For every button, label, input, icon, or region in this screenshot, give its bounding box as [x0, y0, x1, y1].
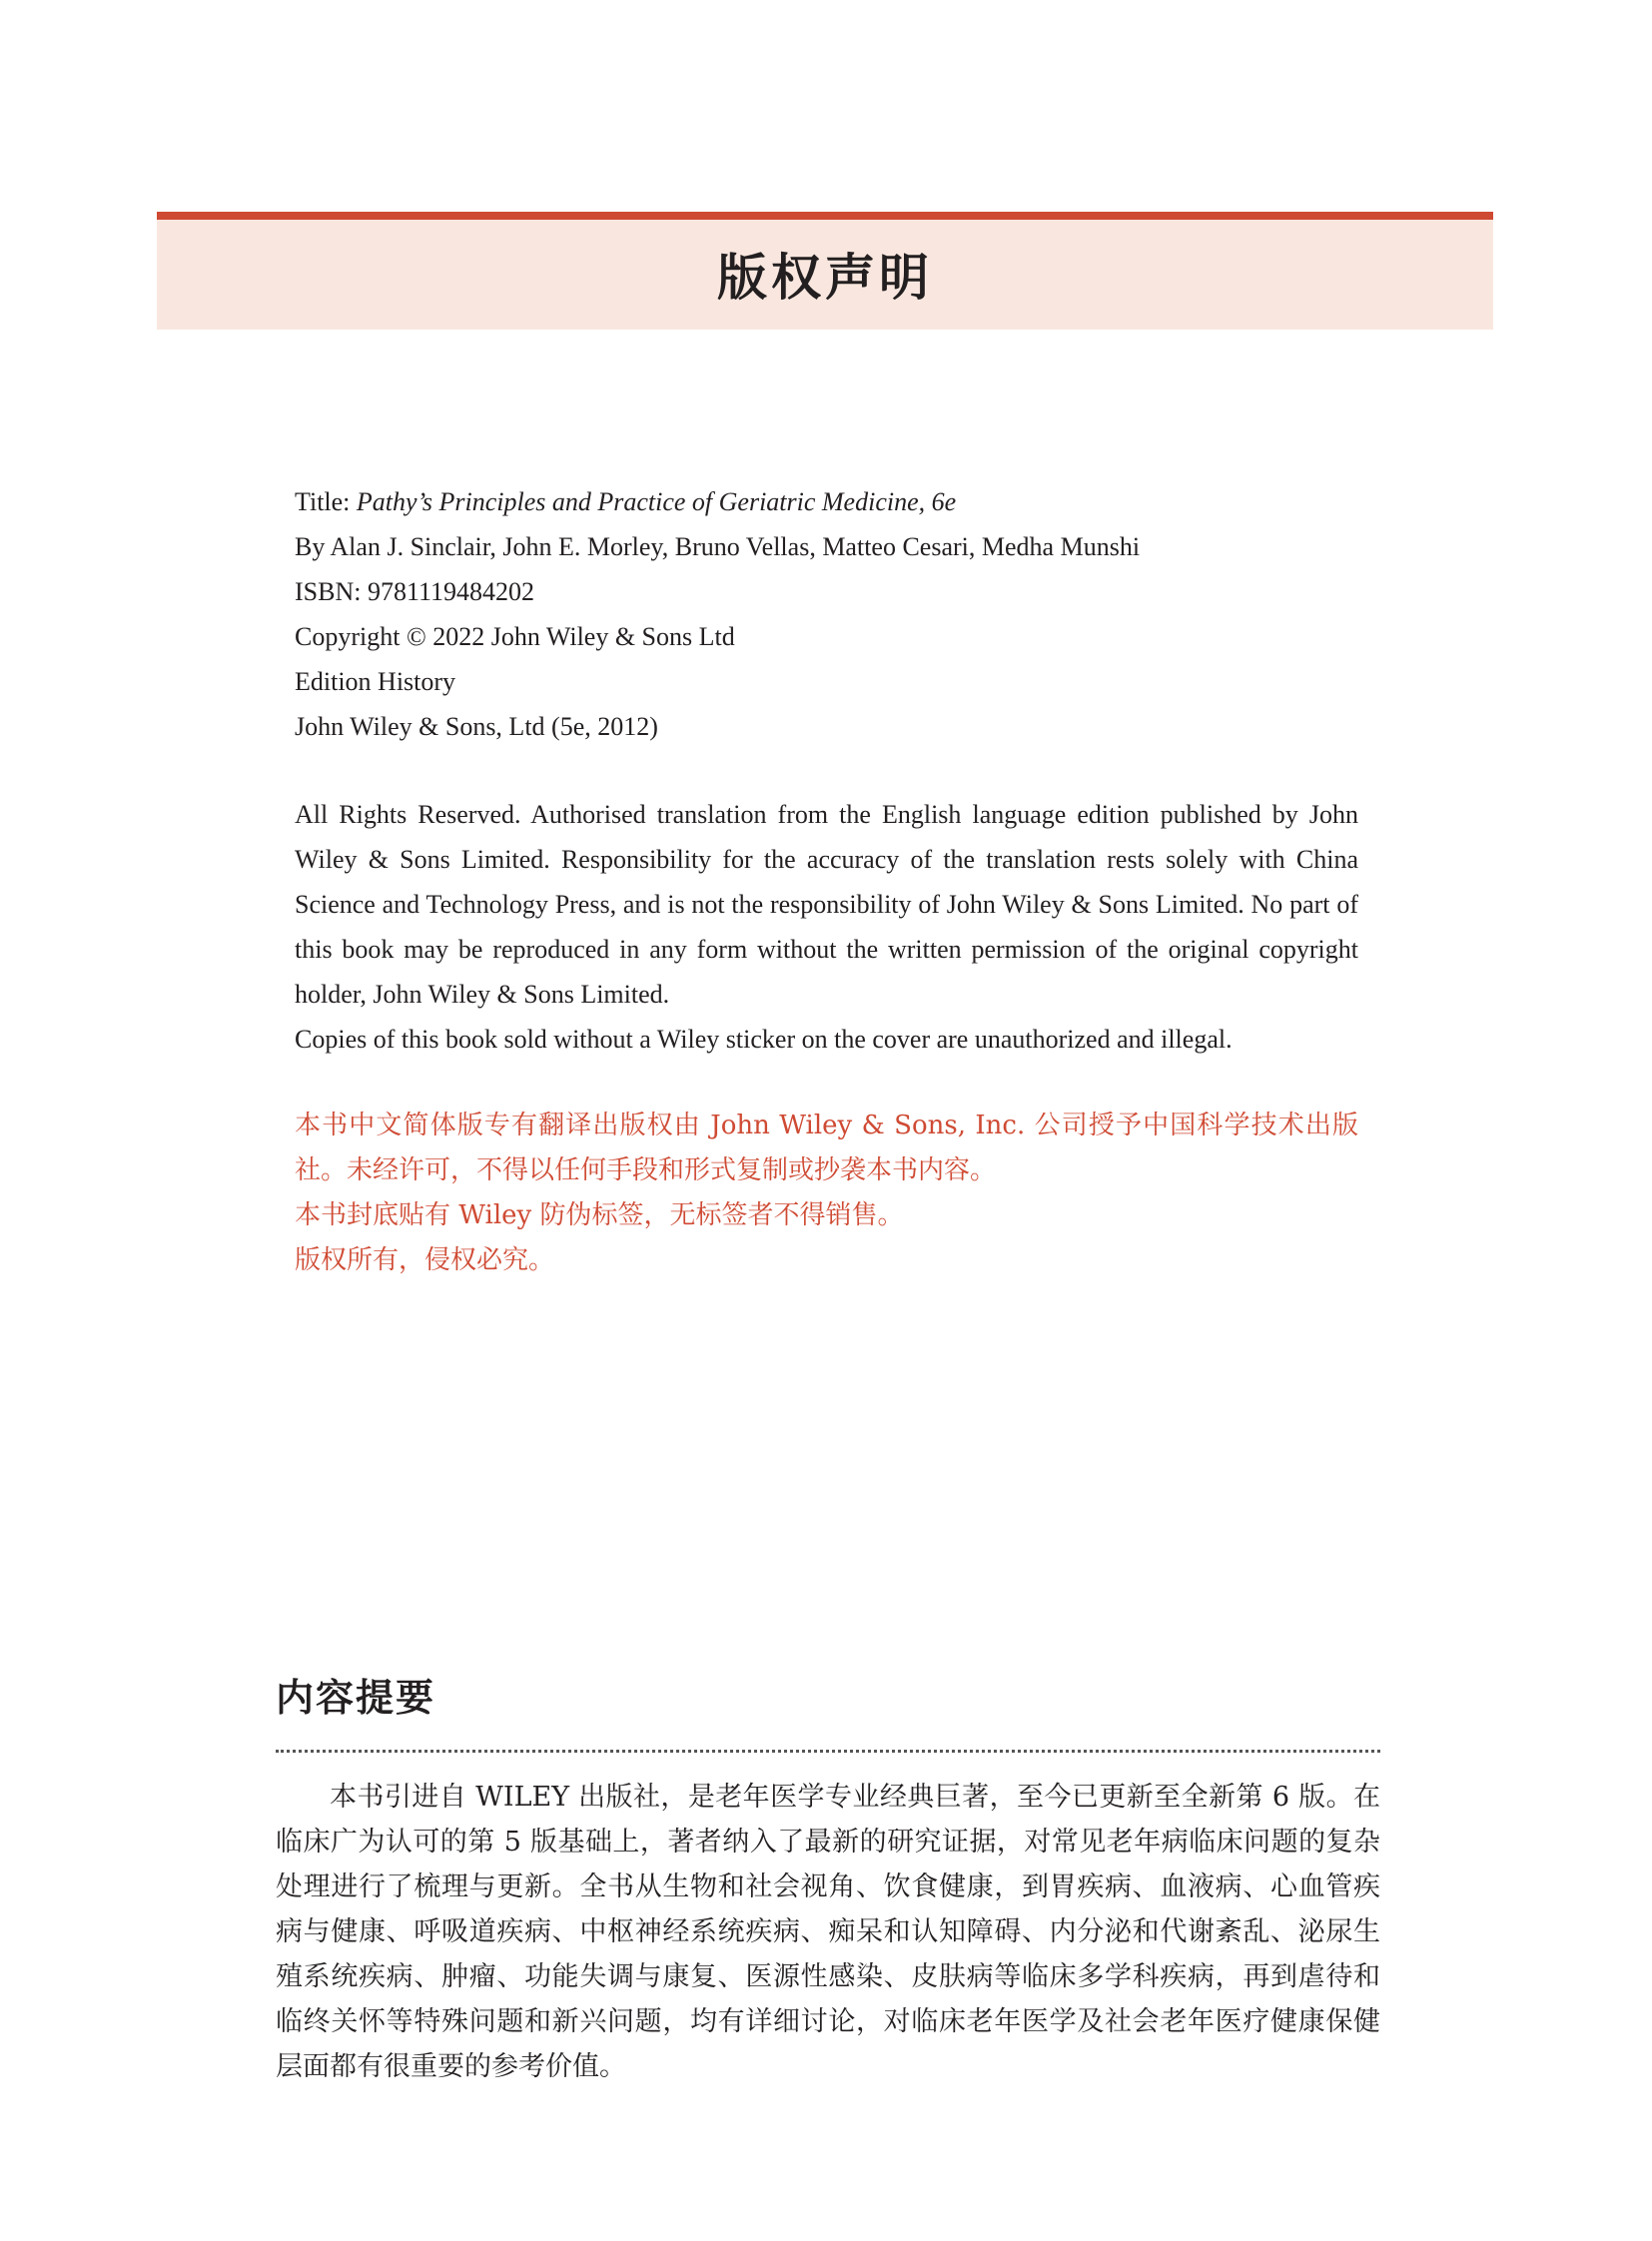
- book-title-label: Title:: [295, 487, 357, 516]
- chinese-notice-line-2: 本书封底贴有 Wiley 防伪标签，无标签者不得销售。: [295, 1200, 904, 1230]
- book-title: Pathy’s Principles and Practice of Geriatric Medicine, 6e: [356, 487, 957, 516]
- rights-statement: [295, 792, 1358, 1062]
- sticker-notice: Copies of this book sold without a Wiley sticker on the cover are unauthorized and illegal.: [295, 1025, 1233, 1054]
- book-isbn: ISBN: 9781119484202: [295, 577, 535, 606]
- chinese-copyright-notice: [295, 1104, 1358, 1283]
- chinese-notice-line-3: 版权所有，侵权必究。: [295, 1245, 555, 1275]
- edition-history-label: Edition History: [295, 667, 456, 696]
- title-banner: [157, 212, 1493, 330]
- chinese-notice-line-1: 本书中文简体版专有翻译出版权由 John Wiley & Sons, Inc. 公司授予中国科学技术出版社。未经许可，不得以任何手段和形式复制或抄袭本书内容。: [295, 1111, 1358, 1185]
- summary-body: 本书引进自 WILEY 出版社，是老年医学专业经典巨著，至今已更新至全新第 6 版。在临床广为认可的第 5 版基础上，著者纳入了最新的研究证据，对常见老年病临床问题的复杂处理进行了梳理与更新。全书从生物和社会视角、饮食健康，到胃疾病、血液病、心血管疾病与健康、呼吸道疾病、中枢神经系统疾病、痴呆和认知障碍、内分泌和代谢紊乱、泌尿生殖系统疾病、肿瘤、功能失调与康复、医源性感染、皮肤病等临床多学科疾病，再到虐待和临终关怀等特殊问题和新兴问题，均有详细讨论，对临床老年医学及社会老年医疗健康保健层面都有很重要的参考价值。: [276, 1782, 1380, 2082]
- page-title: 版权声明: [717, 248, 933, 307]
- summary-heading: 内容提要: [276, 1675, 436, 1720]
- book-title-line: [295, 479, 1363, 524]
- edition-history: John Wiley & Sons, Ltd (5e, 2012): [295, 712, 658, 741]
- summary-divider: [276, 1750, 1380, 1753]
- book-copyright: Copyright © 2022 John Wiley & Sons Ltd: [295, 622, 735, 651]
- book-metadata: [295, 479, 1363, 749]
- book-authors: By Alan J. Sinclair, John E. Morley, Bruno Vellas, Matteo Cesari, Medha Munshi: [295, 532, 1141, 561]
- rights-paragraph: All Rights Reserved. Authorised translation from the English language edition published by John Wiley & Sons Limited. Responsibility for the accuracy of the translation rests solely with China Science and Technology Press, and is not the responsibility of John Wiley & Sons Limited. No part of this book may be reproduced in any form without the written permission of the original copyright holder, John Wiley & Sons Limited.: [295, 800, 1358, 1009]
